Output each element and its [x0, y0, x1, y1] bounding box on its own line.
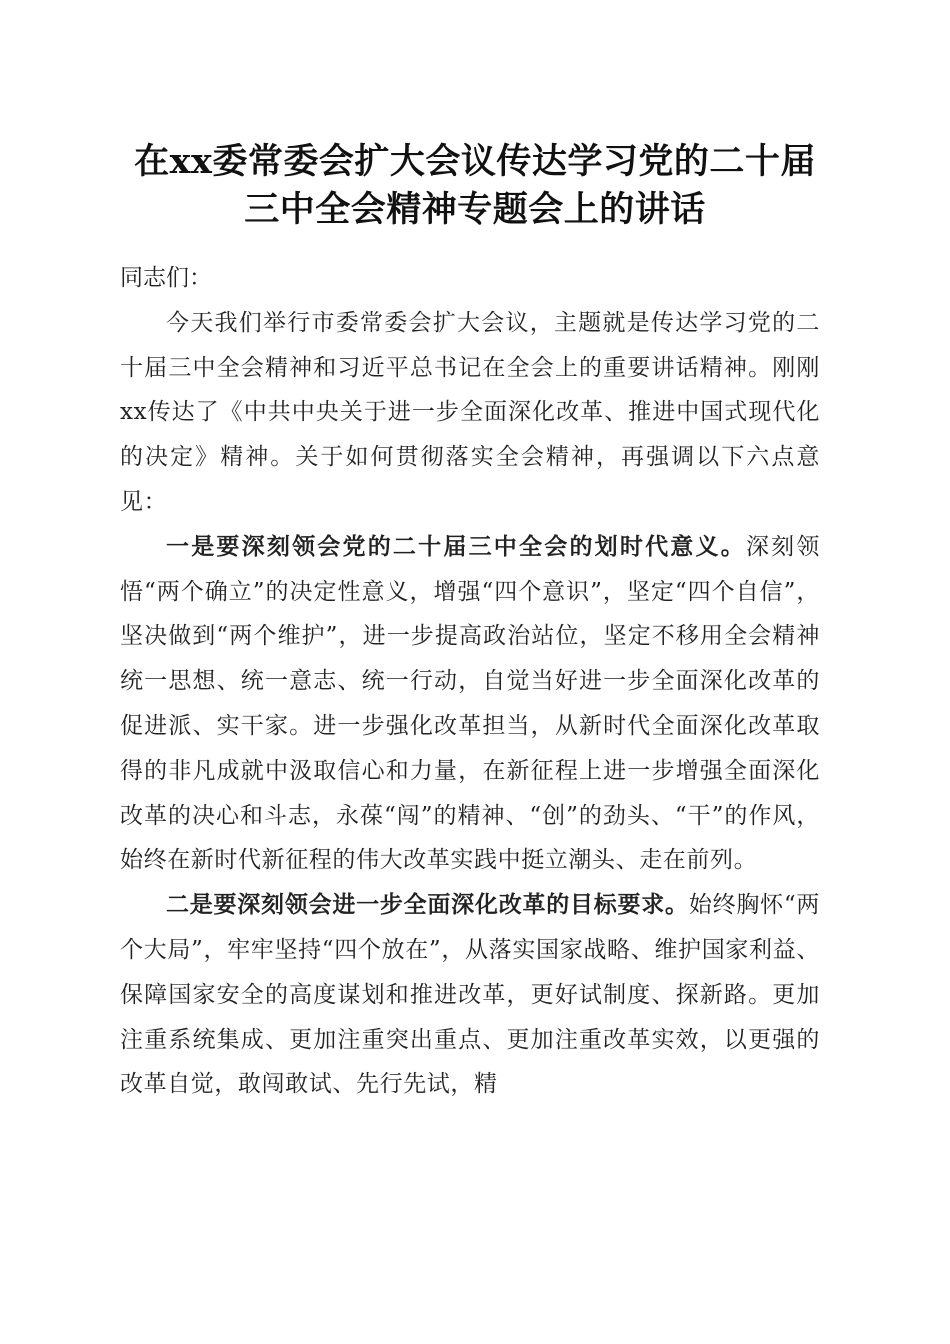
paragraph-intro: [120, 301, 820, 525]
paragraph-text: 今天我们举行市委常委会扩大会议，主题就是传达学习党的二十届三中全会精神和习近平总书记在全会上的重要讲话精神。刚刚xx传达了《中共中央关于进一步全面深化改革、推进中国式现代化的决定》精神。关于如何贯彻落实全会精神，再强调以下六点意见：: [120, 309, 820, 515]
paragraph-point-2: [120, 883, 820, 1107]
paragraph-lead: 二是要深刻领会进一步全面深化改革的目标要求。: [166, 891, 689, 919]
paragraph-lead: 一是要深刻领会党的二十届三中全会的划时代意义。: [166, 532, 746, 560]
paragraph-text: 深刻领悟“两个确立”的决定性意义，增强“四个意识”，坚定“四个自信”，坚决做到“两个维护”，进一步提高政治站位，坚定不移用全会精神统一思想、统一意志、统一行动，自觉当好进一步全面深化改革的促进派、实干家。进一步强化改革担当，从新时代全面深化改革取得的非凡成就中汲取信心和力量，在新征程上进一步增强全面深化改革的决心和斗志，永葆“闯”的精神、“创”的劲头、“干”的作风，始终在新时代新征程的伟大改革实践中挺立潮头、走在前列。: [120, 533, 820, 874]
title-line-2: 三中全会精神专题会上的讲话: [244, 189, 706, 230]
document-title: [80, 138, 870, 234]
title-line-1: 在xx委常委会扩大会议传达学习党的二十届: [134, 141, 816, 182]
paragraph-text: 始终胸怀“两个大局”，牢牢坚持“四个放在”，从落实国家战略、维护国家利益、保障国家安全的高度谋划和推进改革，更好试制度、探新路。更加注重系统集成、更加注重突出重点、更加注重改革实效，以更强的改革自觉，敢闯敢试、先行先试，精: [120, 892, 821, 1098]
document-body: [120, 256, 820, 1107]
salutation: 同志们：: [120, 265, 212, 291]
paragraph-point-1: [120, 525, 820, 883]
